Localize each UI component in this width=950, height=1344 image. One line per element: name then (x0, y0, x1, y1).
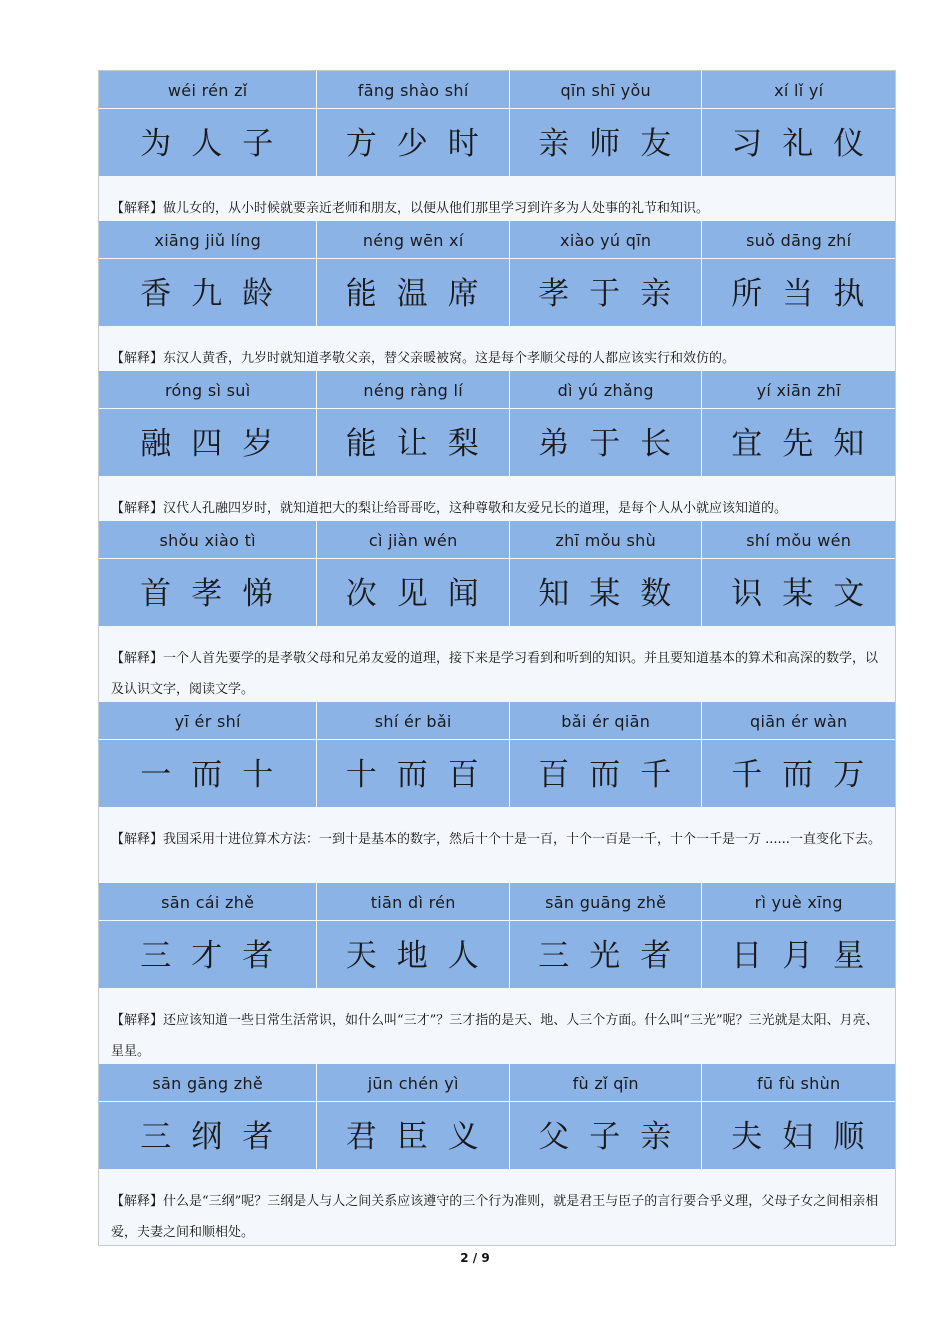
hanzi-cell: 一而十 (99, 740, 317, 807)
hanzi-cell: 知某数 (510, 559, 703, 626)
hanzi-cell: 孝于亲 (510, 259, 703, 326)
pinyin-cell: jūn chén yì (317, 1064, 510, 1101)
pinyin-cell: xiào yú qīn (510, 221, 703, 258)
hanzi-cell: 所当执 (731, 276, 885, 312)
pinyin-cell: fāng shào shí (317, 71, 510, 108)
pinyin-row (99, 71, 895, 109)
hanzi-row (99, 109, 895, 176)
verse-block (99, 221, 895, 371)
explanation (99, 176, 895, 221)
explanation-tag: 【解释】 (111, 201, 164, 216)
document-table (98, 70, 896, 1246)
pinyin-cell: suǒ dāng zhí (746, 231, 852, 250)
pinyin-cell: néng wēn xí (317, 221, 510, 258)
hanzi-cell: 千而万 (731, 757, 885, 793)
hanzi-cell: 首孝悌 (99, 559, 317, 626)
hanzi-cell: 父子亲 (510, 1102, 703, 1169)
explanation-tag: 【解释】 (111, 1013, 164, 1028)
hanzi-row (99, 921, 895, 988)
pinyin-cell: sān guāng zhě (510, 883, 703, 920)
hanzi-cell: 弟于长 (510, 409, 703, 476)
explanation-tag: 【解释】 (111, 351, 164, 366)
pinyin-cell: rì yuè xīng (754, 893, 843, 912)
pinyin-row (99, 221, 895, 259)
pinyin-cell: tiān dì rén (317, 883, 510, 920)
pinyin-row (99, 702, 895, 740)
explanation (99, 626, 895, 702)
explanation-text: 做儿女的，从小时候就要亲近老师和朋友，以便从他们那里学习到许多为人处事的礼节和知识。 (163, 201, 710, 216)
hanzi-cell: 百而千 (510, 740, 703, 807)
pinyin-cell: fù zǐ qīn (510, 1064, 703, 1101)
pinyin-cell: cì jiàn wén (317, 521, 510, 558)
pinyin-cell: qīn shī yǒu (510, 71, 703, 108)
pinyin-cell: bǎi ér qiān (510, 702, 703, 739)
pinyin-cell: sān gāng zhě (99, 1064, 317, 1101)
hanzi-row (99, 1102, 895, 1169)
verse-block (99, 521, 895, 702)
hanzi-cell: 君臣义 (317, 1102, 510, 1169)
pinyin-cell: dì yú zhǎng (510, 371, 703, 408)
hanzi-cell: 亲师友 (510, 109, 703, 176)
verse-block (99, 371, 895, 521)
hanzi-cell: 融四岁 (99, 409, 317, 476)
explanation (99, 326, 895, 371)
hanzi-cell: 十而百 (317, 740, 510, 807)
pinyin-cell: yī ér shí (99, 702, 317, 739)
pinyin-cell: shǒu xiào tì (99, 521, 317, 558)
hanzi-cell: 宜先知 (731, 426, 885, 462)
pinyin-cell: sān cái zhě (99, 883, 317, 920)
hanzi-cell: 识某文 (731, 576, 885, 612)
pinyin-cell: qiān ér wàn (750, 712, 848, 731)
pinyin-row (99, 1064, 895, 1102)
hanzi-cell: 方少时 (317, 109, 510, 176)
pinyin-cell: yí xiān zhī (756, 381, 841, 400)
explanation (99, 988, 895, 1064)
pinyin-cell: shí ér bǎi (317, 702, 510, 739)
verse-block (99, 883, 895, 1064)
pinyin-cell: róng sì suì (99, 371, 317, 408)
verse-block (99, 702, 895, 883)
pinyin-row (99, 883, 895, 921)
pinyin-cell: néng ràng lí (317, 371, 510, 408)
hanzi-row (99, 259, 895, 326)
pinyin-cell: shí mǒu wén (746, 531, 852, 550)
hanzi-cell: 为人子 (99, 109, 317, 176)
hanzi-cell: 天地人 (317, 921, 510, 988)
explanation-text: 汉代人孔融四岁时，就知道把大的梨让给哥哥吃，这种尊敬和友爱兄长的道理，是每个人从小就应该知道的。 (163, 501, 788, 516)
pinyin-cell: xí lǐ yí (774, 81, 824, 100)
verse-block (99, 1064, 895, 1245)
hanzi-row (99, 409, 895, 476)
hanzi-cell: 日月星 (731, 938, 885, 974)
explanation-text: 东汉人黄香，九岁时就知道孝敬父亲，替父亲暖被窝。这是每个孝顺父母的人都应该实行和效仿的。 (163, 351, 736, 366)
pinyin-row (99, 521, 895, 559)
hanzi-cell: 香九龄 (99, 259, 317, 326)
hanzi-cell: 三纲者 (99, 1102, 317, 1169)
explanation (99, 1169, 895, 1245)
pinyin-row (99, 371, 895, 409)
page-number: 2 / 9 (460, 1251, 490, 1265)
hanzi-cell: 能让梨 (317, 409, 510, 476)
explanation-tag: 【解释】 (111, 651, 164, 666)
hanzi-cell: 三光者 (510, 921, 703, 988)
hanzi-row (99, 740, 895, 807)
hanzi-cell: 习礼仪 (731, 126, 885, 162)
hanzi-cell: 能温席 (317, 259, 510, 326)
hanzi-cell: 次见闻 (317, 559, 510, 626)
pinyin-cell: zhī mǒu shù (510, 521, 703, 558)
explanation (99, 807, 895, 883)
explanation-text: 还应该知道一些日常生活常识，如什么叫“三才”？三才指的是天、地、人三个方面。什么叫“三光”呢？三光就是太阳、月亮、星星。 (111, 1013, 879, 1059)
verse-block (99, 71, 895, 221)
explanation-text: 我国采用十进位算术方法：一到十是基本的数字，然后十个十是一百，十个一百是一千，十个一千是一万 ......一直变化下去。 (163, 832, 881, 847)
explanation-text: 一个人首先要学的是孝敬父母和兄弟友爱的道理，接下来是学习看到和听到的知识。并且要知道基本的算术和高深的数学，以及认识文字，阅读文学。 (111, 651, 879, 697)
explanation-tag: 【解释】 (111, 501, 164, 516)
hanzi-row (99, 559, 895, 626)
pinyin-cell: xiāng jiǔ líng (99, 221, 317, 258)
explanation-tag: 【解释】 (111, 832, 164, 847)
explanation (99, 476, 895, 521)
explanation-tag: 【解释】 (111, 1194, 164, 1209)
explanation-text: 什么是“三纲”呢？三纲是人与人之间关系应该遵守的三个行为准则，就是君王与臣子的言行要合乎义理，父母子女之间相亲相爱，夫妻之间和顺相处。 (111, 1194, 879, 1240)
pinyin-cell: fū fù shùn (757, 1074, 841, 1093)
hanzi-cell: 三才者 (99, 921, 317, 988)
pinyin-cell: wéi rén zǐ (99, 71, 317, 108)
hanzi-cell: 夫妇顺 (731, 1119, 885, 1155)
